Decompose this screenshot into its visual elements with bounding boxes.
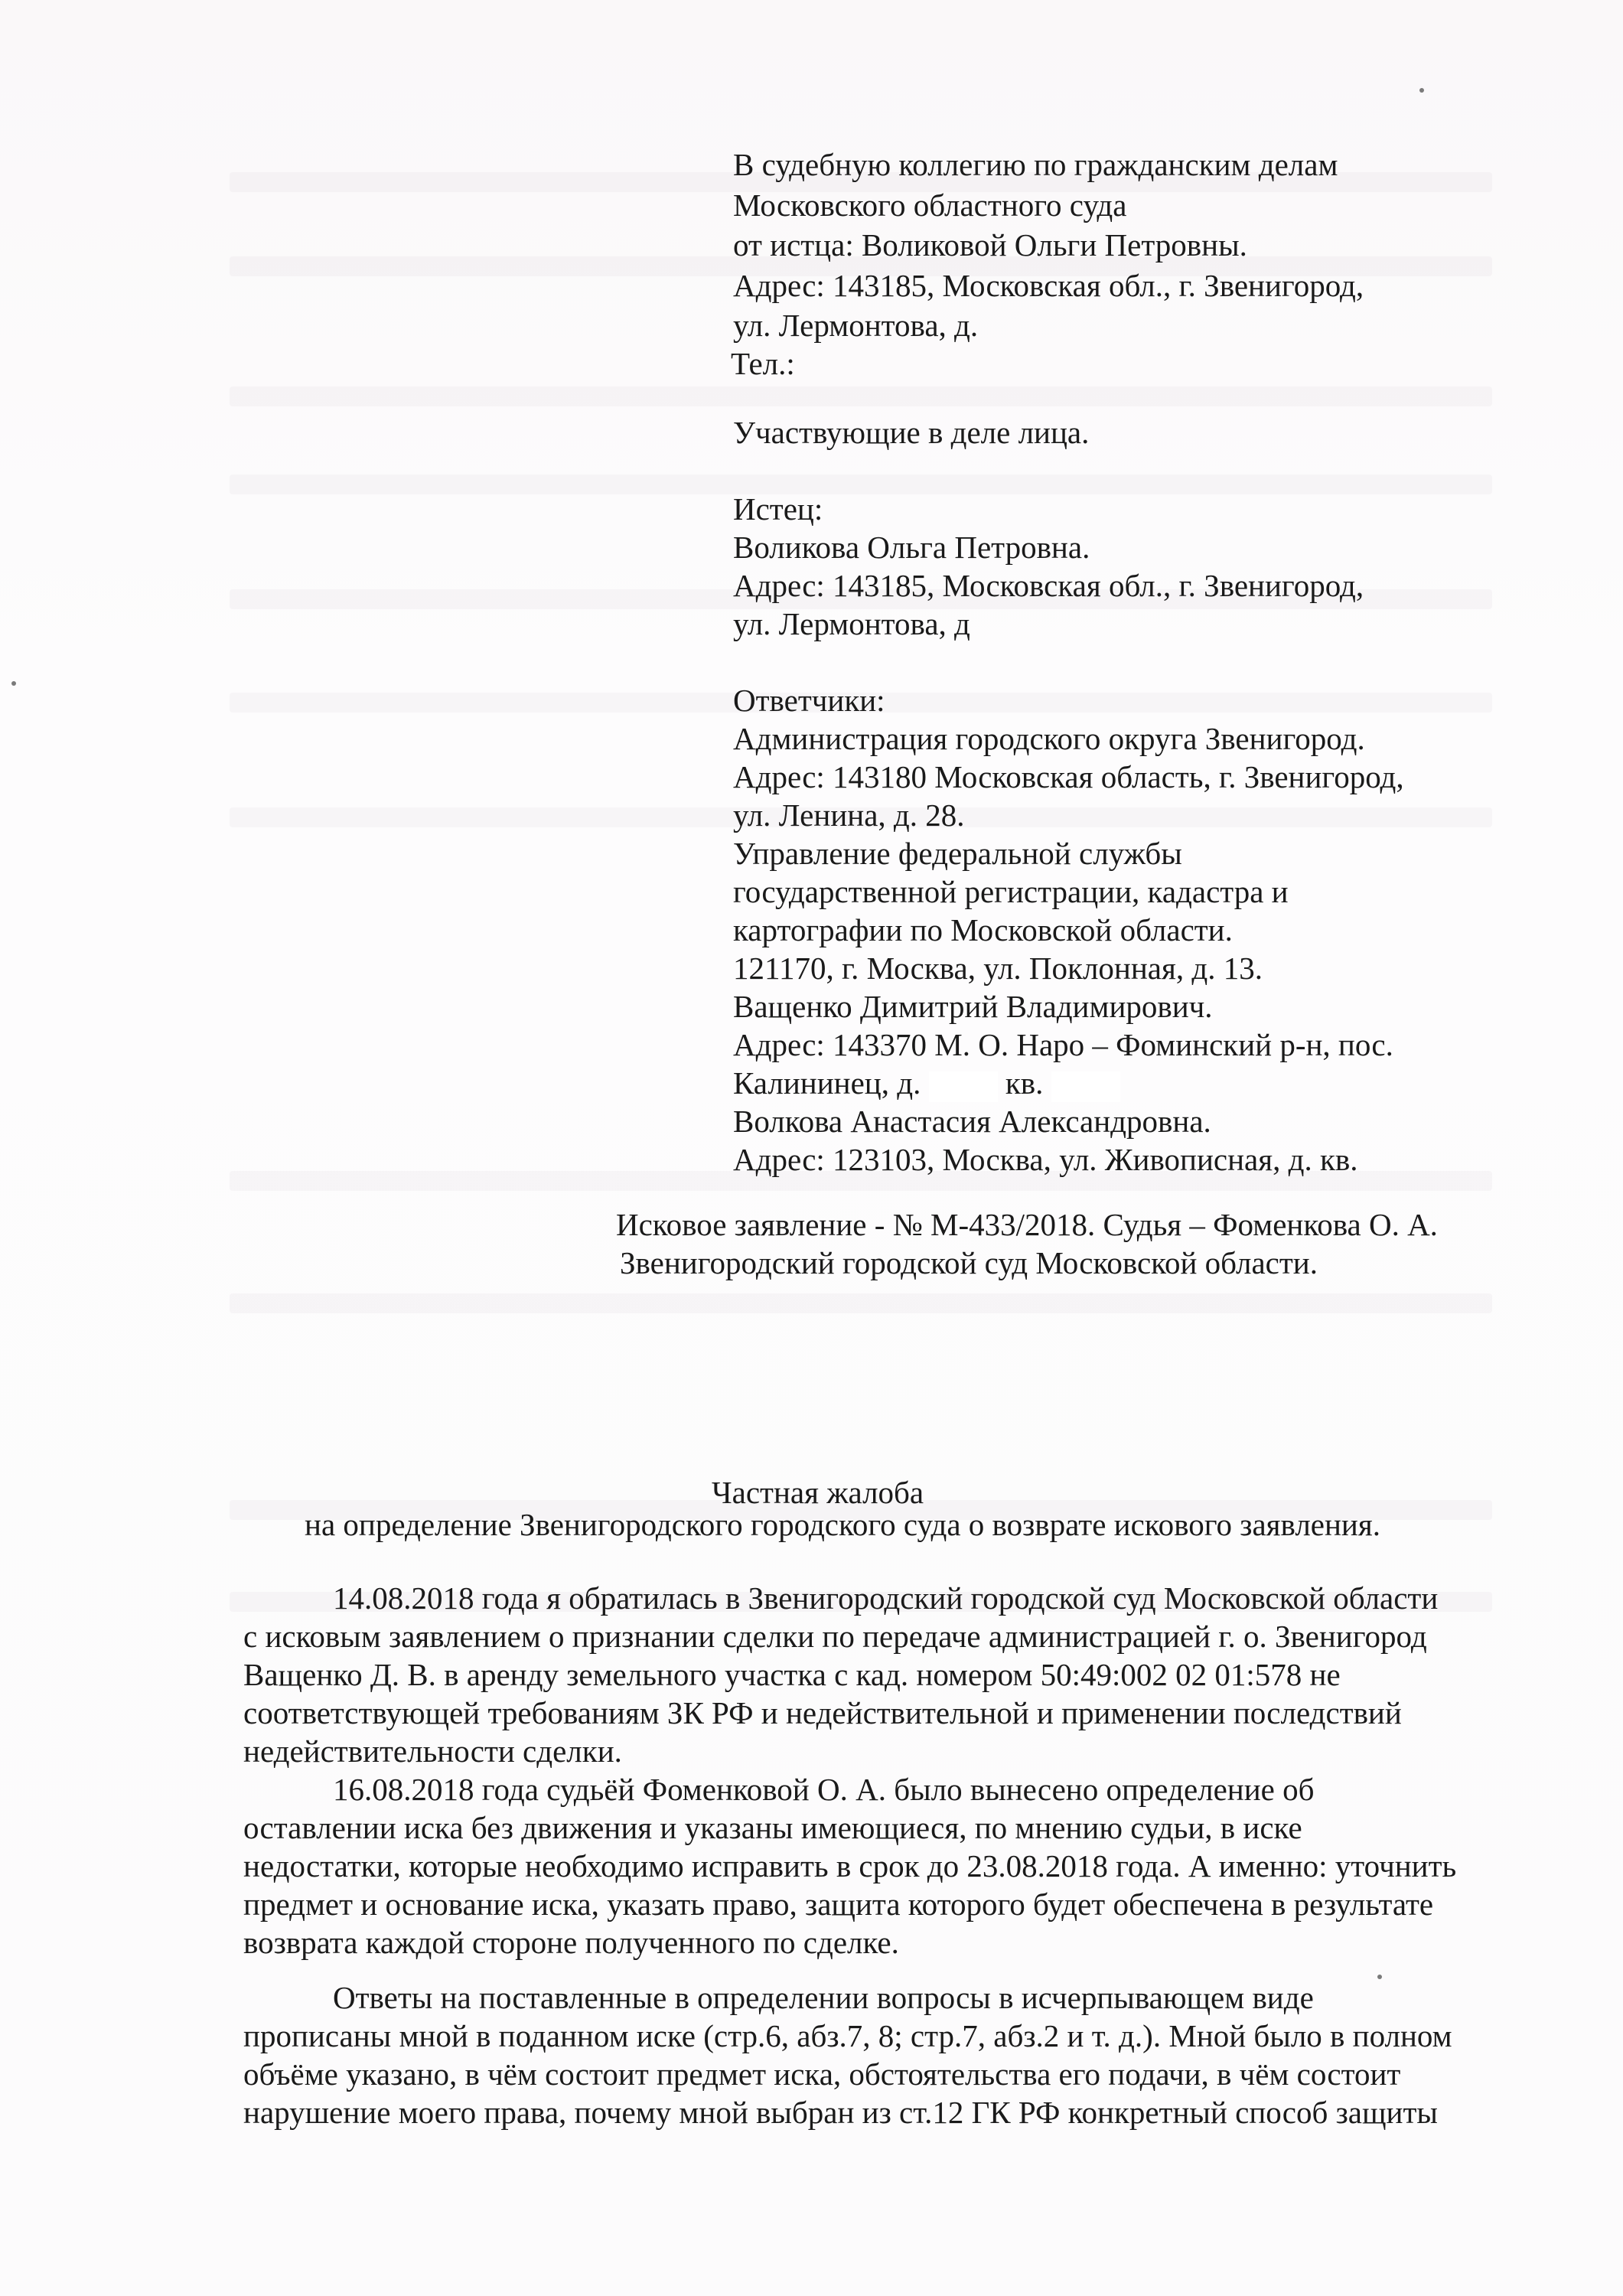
paragraph-line: оставлении иска без движения и указаны имеющиеся, по мнению судьи, в иске	[243, 1810, 1302, 1845]
court-line: Московского областного суда	[733, 188, 1127, 223]
plaintiff-name: Воликова Ольга Петровна.	[733, 530, 1090, 565]
defendant-address: 121170, г. Москва, ул. Поклонная, д. 13.	[733, 951, 1263, 986]
phone-label: Тел.:	[731, 346, 795, 381]
defendants-label: Ответчики:	[733, 683, 885, 718]
paragraph-line: нарушение моего права, почему мной выбран из ст.12 ГК РФ конкретный способ защиты	[243, 2095, 1438, 2130]
paragraph-line: недействительности сделки.	[243, 1733, 622, 1769]
defendant-address	[733, 1064, 1120, 1102]
scan-speck	[1419, 88, 1424, 93]
paragraph-line: Ответы на поставленные в определении вопросы в исчерпывающем виде	[333, 1980, 1314, 2015]
defendant-address: Адрес: 143180 Московская область, г. Звенигород,	[733, 759, 1404, 794]
scan-speck	[1377, 1975, 1382, 1979]
paragraph-line: 14.08.2018 года я обратилась в Звенигородский городской суд Московской области	[333, 1580, 1439, 1616]
show-through-shadow	[230, 386, 1492, 406]
address-text: кв.	[1005, 1065, 1044, 1101]
case-court: Звенигородский городской суд Московской области.	[620, 1245, 1318, 1280]
case-reference: Исковое заявление - № М-433/2018. Судья – Фоменкова О. А.	[616, 1207, 1438, 1242]
paragraph-line: прописаны мной в поданном иске (стр.6, абз.7, 8; стр.7, абз.2 и т. д.). Мной было в полном	[243, 2018, 1452, 2053]
paragraph-line: объёме указано, в чём состоит предмет иска, обстоятельства его подачи, в чём состоит	[243, 2056, 1401, 2092]
defendant-name: Ващенко Димитрий Владимирович.	[733, 989, 1213, 1024]
plaintiff-address: ул. Лермонтова, д.	[733, 308, 979, 343]
plaintiff-from: от истца: Воликовой Ольги Петровны.	[733, 227, 1247, 263]
defendant-name: Волкова Анастасия Александровна.	[733, 1104, 1211, 1139]
paragraph-line: соответствующей требованиям ЗК РФ и недействительной и применении последствий	[243, 1695, 1402, 1730]
plaintiff-label: Истец:	[733, 491, 823, 527]
document-title: Частная жалоба	[712, 1475, 924, 1510]
defendant-address: Адрес: 123103, Москва, ул. Живописная, д. кв.	[733, 1142, 1358, 1177]
paragraph-line: Ващенко Д. В. в аренду земельного участка с кад. номером 50:49:002 02 01:578 не	[243, 1657, 1341, 1692]
defendant-address: Адрес: 143370 М. О. Наро – Фоминский р-н, пос.	[733, 1027, 1393, 1062]
defendant-address: ул. Ленина, д. 28.	[733, 797, 965, 833]
plaintiff-address: Адрес: 143185, Московская обл., г. Звенигород,	[733, 268, 1364, 303]
court-line: В судебную коллегию по гражданским делам	[733, 147, 1338, 182]
document-subtitle: на определение Звенигородского городского суда о возврате искового заявления.	[305, 1507, 1380, 1542]
paragraph-line: предмет и основание иска, указать право, защита которого будет обеспечена в результате	[243, 1887, 1434, 1922]
show-through-shadow	[230, 1293, 1492, 1313]
paragraph-line: с исковым заявлением о признании сделки по передаче администрацией г. о. Звенигород	[243, 1619, 1427, 1654]
participants-heading: Участвующие в деле лица.	[733, 415, 1090, 450]
defendant-name: Управление федеральной службы	[733, 836, 1182, 871]
paragraph-line: возврата каждой стороне полученного по сделке.	[243, 1925, 899, 1960]
paragraph-line: 16.08.2018 года судьёй Фоменковой О. А. было вынесено определение об	[333, 1772, 1315, 1807]
defendant-name: картографии по Московской области.	[733, 912, 1233, 947]
paragraph-line: недостатки, которые необходимо исправить в срок до 23.08.2018 года. А именно: уточнить	[243, 1848, 1457, 1883]
plaintiff-address: ул. Лермонтова, д	[733, 606, 970, 641]
address-text: Калининец, д.	[733, 1065, 921, 1101]
scan-speck	[11, 681, 16, 686]
plaintiff-address: Адрес: 143185, Московская обл., г. Звенигород,	[733, 568, 1364, 603]
defendant-name: государственной регистрации, кадастра и	[733, 874, 1289, 909]
defendant-name: Администрация городского округа Звенигород.	[733, 721, 1365, 756]
redaction-box	[929, 1071, 998, 1102]
show-through-shadow	[230, 475, 1492, 494]
redaction-box	[1051, 1071, 1120, 1102]
